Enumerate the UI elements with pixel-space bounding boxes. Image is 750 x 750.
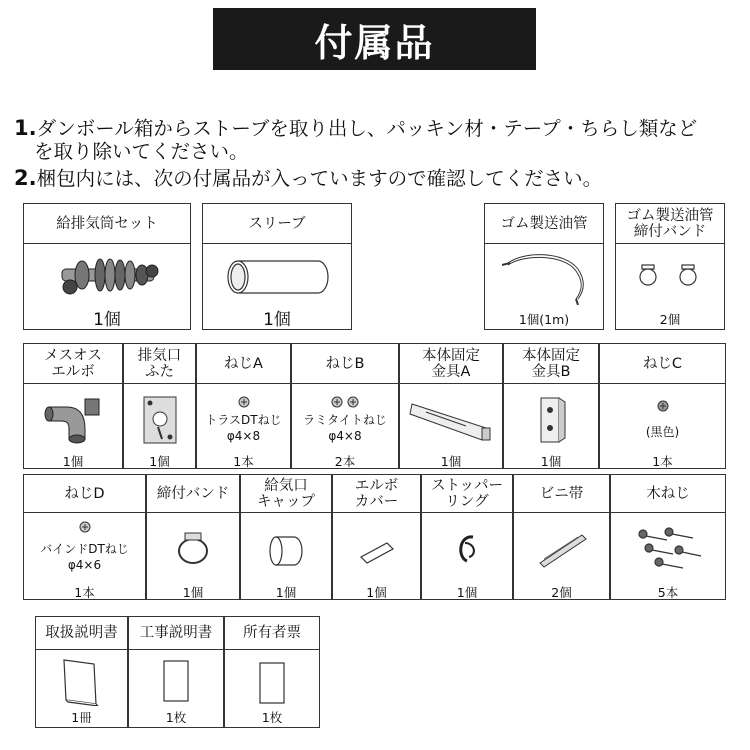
item-label: 工事説明書 xyxy=(129,617,223,650)
item-manual xyxy=(35,616,128,728)
item-quantity: 1個 xyxy=(93,310,121,330)
screw-spec xyxy=(197,412,290,444)
screw-icon xyxy=(656,399,670,413)
item-rubber-oil-pipe-band xyxy=(615,203,725,330)
item-label: 所有者票 xyxy=(225,617,319,650)
instruction-1 xyxy=(14,117,697,163)
item-screw-c xyxy=(599,343,726,469)
elbow-icon xyxy=(41,393,105,447)
ring-icon xyxy=(449,529,485,569)
page-title: 付属品 xyxy=(213,8,536,70)
booklet-icon xyxy=(60,656,104,706)
screw-type: バインドDTねじ xyxy=(40,542,129,556)
item-rubber-oil-pipe xyxy=(484,203,604,330)
item-elbow-cover xyxy=(332,474,421,600)
item-label-line2: キャップ xyxy=(257,493,315,510)
item-label: ゴム製送油管 xyxy=(485,204,603,244)
item-clamp-band xyxy=(146,474,240,600)
item-quantity: 1枚 xyxy=(261,710,283,725)
pipe-set-icon xyxy=(52,247,162,303)
item-quantity: 1個 xyxy=(275,585,297,600)
item-label: ストッパー xyxy=(430,477,504,494)
item-label-line2: リング xyxy=(445,493,489,510)
bracket-a-icon xyxy=(406,398,496,444)
item-quantity: 1本 xyxy=(74,585,95,600)
item-owner-card xyxy=(224,616,320,728)
item-bracket-a xyxy=(399,343,503,469)
oil-pipe-icon xyxy=(494,249,594,305)
item-label: 締付バンド xyxy=(147,475,239,513)
screw-type: ラミタイトねじ xyxy=(303,413,387,427)
item-label: 排気口 xyxy=(137,347,182,364)
item-label: ねじD xyxy=(24,475,145,513)
item-label-line2: エルボ xyxy=(51,363,95,380)
item-label: エルボ xyxy=(354,477,399,494)
item-label-line2: 金具A xyxy=(431,363,471,380)
item-quantity: 2本 xyxy=(334,454,356,469)
band-icon xyxy=(630,261,710,291)
item-exhaust-pipe-set xyxy=(23,203,191,330)
item-label: スリーブ xyxy=(203,204,351,244)
screw-size: φ4×8 xyxy=(328,429,362,443)
item-quantity: 1本 xyxy=(233,454,254,469)
item-label-line2: カバー xyxy=(354,493,399,510)
instruction-number: 1. xyxy=(14,116,37,140)
item-stopper-ring xyxy=(421,474,513,600)
item-quantity: 2個 xyxy=(551,585,572,600)
item-female-male-elbow xyxy=(23,343,123,469)
screw-size: φ4×6 xyxy=(67,558,102,572)
sheet-icon xyxy=(161,658,191,704)
item-quantity: 1個(1m) xyxy=(518,312,570,327)
clamp-icon xyxy=(171,529,215,569)
item-quantity: 1枚 xyxy=(165,710,187,725)
screw-spec xyxy=(292,412,398,444)
item-label: 取扱説明書 xyxy=(36,617,127,650)
item-vinyl-band xyxy=(513,474,610,600)
instruction-text: ダンボール箱からストーブを取り出し、パッキン材・テープ・ちらし類など xyxy=(36,117,698,140)
item-quantity: 1個 xyxy=(540,454,562,469)
item-label: ねじA xyxy=(197,344,290,384)
item-screw-d xyxy=(23,474,146,600)
item-quantity: 1冊 xyxy=(71,710,92,725)
item-wood-screw xyxy=(610,474,726,600)
screw-icon xyxy=(237,395,251,409)
cover-icon xyxy=(357,535,397,565)
item-sleeve xyxy=(202,203,352,330)
plate-icon xyxy=(138,393,182,447)
item-bracket-b xyxy=(503,343,599,469)
item-label: 給気口 xyxy=(264,477,308,494)
item-label-line2: 締付バンド xyxy=(633,223,707,240)
screw-icon xyxy=(78,520,92,534)
item-label: ねじB xyxy=(292,344,398,384)
item-exhaust-cap xyxy=(123,343,196,469)
item-label: 本体固定 xyxy=(522,347,580,364)
item-quantity: 1個 xyxy=(366,585,387,600)
instruction-text: 梱包内には、次の付属品が入っていますので確認してください。 xyxy=(36,167,603,190)
item-label: ビニ帯 xyxy=(514,475,609,513)
instruction-text-continued: を取り除いてください。 xyxy=(34,140,249,163)
item-label: 給排気筒セット xyxy=(24,204,190,244)
item-label: 本体固定 xyxy=(422,347,480,364)
wood-screw-icon xyxy=(633,524,703,574)
item-label: ねじC xyxy=(600,344,725,384)
screw-color: (黒色) xyxy=(645,425,680,439)
item-screw-a xyxy=(196,343,291,469)
sheet-icon xyxy=(257,660,287,706)
screw-type: トラスDTねじ xyxy=(205,413,282,427)
item-quantity: 1個 xyxy=(456,585,478,600)
item-label: 木ねじ xyxy=(611,475,725,513)
cap-icon xyxy=(266,529,306,569)
item-quantity: 2個 xyxy=(659,312,681,327)
item-quantity: 1個 xyxy=(149,454,170,469)
item-quantity: 5本 xyxy=(657,585,679,600)
strip-icon xyxy=(534,529,590,569)
screw-icon xyxy=(329,395,361,409)
screw-spec xyxy=(24,541,145,573)
item-label-line2: ふた xyxy=(145,363,174,380)
sleeve-icon xyxy=(222,255,332,299)
item-install-manual xyxy=(128,616,224,728)
item-quantity: 1個 xyxy=(182,585,204,600)
bracket-b-icon xyxy=(531,394,571,446)
item-label: メスオス xyxy=(44,347,102,364)
item-quantity: 1個 xyxy=(263,310,291,330)
screw-size: φ4×8 xyxy=(226,429,261,443)
item-quantity: 1個 xyxy=(62,454,84,469)
instruction-number: 2. xyxy=(14,166,37,190)
instruction-2 xyxy=(14,167,602,190)
item-screw-b xyxy=(291,343,399,469)
item-quantity: 1個 xyxy=(440,454,462,469)
item-label-line2: 金具B xyxy=(531,363,571,380)
item-intake-cap xyxy=(240,474,332,600)
item-label: ゴム製送油管 xyxy=(626,207,714,224)
item-quantity: 1本 xyxy=(652,454,673,469)
